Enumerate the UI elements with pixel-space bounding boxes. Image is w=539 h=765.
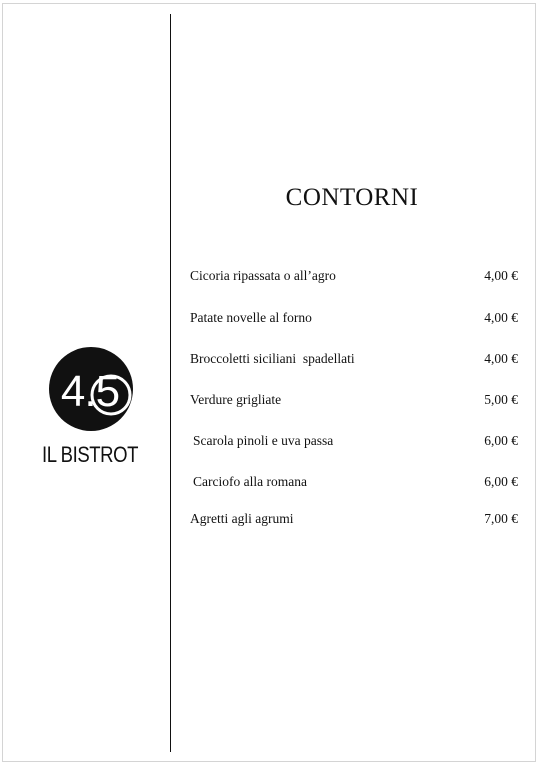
menu-item	[190, 390, 518, 410]
menu-item	[190, 509, 518, 529]
logo-wordmark: IL BISTROT	[42, 442, 139, 467]
menu-item	[190, 266, 518, 286]
menu-item	[190, 431, 518, 451]
section-title: CONTORNI	[285, 184, 419, 211]
menu-list	[190, 0, 518, 765]
menu-item	[190, 349, 518, 369]
bistrot-logo	[40, 346, 140, 468]
menu-item	[190, 308, 518, 328]
menu-item	[190, 472, 518, 492]
item-price: 4,00 €	[484, 310, 518, 325]
item-price: 4,00 €	[484, 351, 518, 366]
vertical-divider	[170, 14, 171, 752]
item-name: Carciofo alla romana	[193, 474, 307, 489]
item-price: 7,00 €	[484, 511, 518, 526]
item-name: Agretti agli agrumi	[190, 511, 294, 526]
item-name: Patate novelle al forno	[190, 310, 312, 325]
item-name: Cicoria ripassata o all’agro	[190, 268, 336, 283]
item-name: Scarola pinoli e uva passa	[193, 433, 334, 448]
logo-number: 4.5	[60, 367, 120, 416]
item-name: Broccoletti siciliani spadellati	[190, 351, 355, 366]
item-price: 6,00 €	[484, 433, 518, 448]
item-name: Verdure grigliate	[190, 392, 282, 407]
item-price: 5,00 €	[484, 392, 518, 407]
item-price: 4,00 €	[484, 268, 518, 283]
item-price: 6,00 €	[484, 474, 518, 489]
logo-graphic	[40, 346, 140, 468]
